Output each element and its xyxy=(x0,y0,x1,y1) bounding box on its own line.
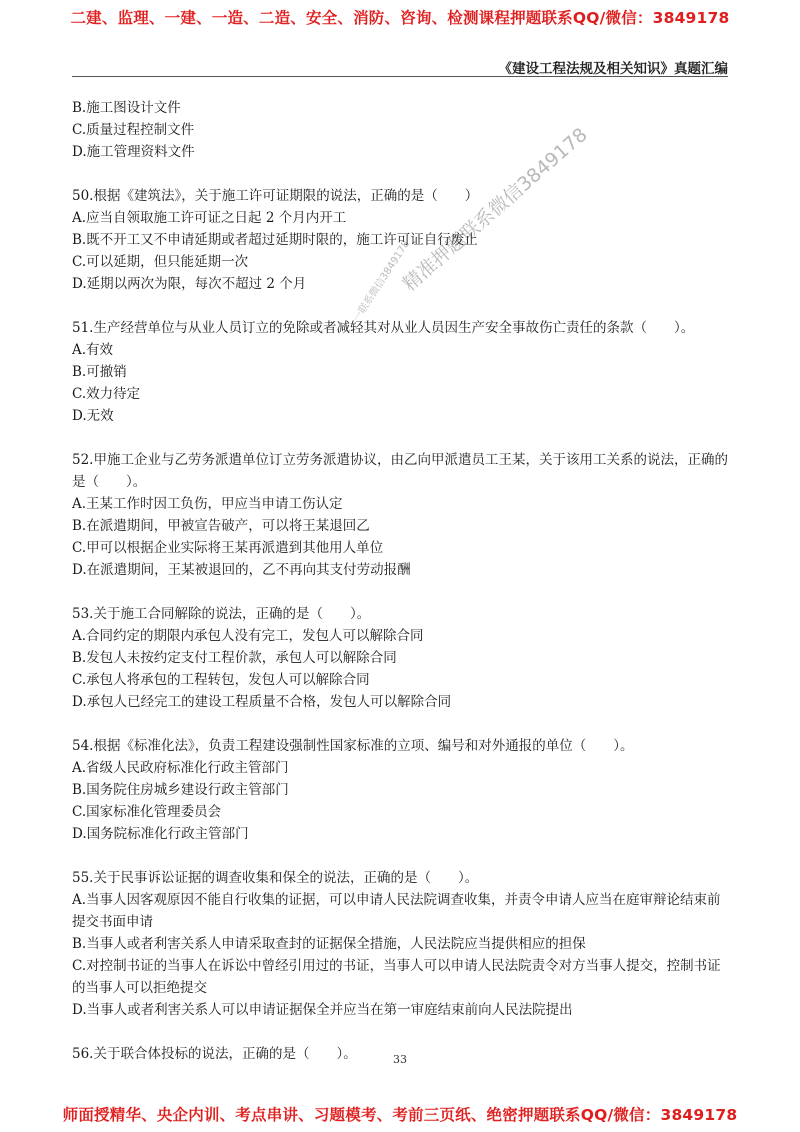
question-54-stem: 54.根据《标准化法》，负责工程建设强制性国家标准的立项、编号和对外通报的单位（ ）。 xyxy=(72,738,634,754)
option-50-c: C.可以延期，但只能延期一次 xyxy=(72,254,249,270)
question-content xyxy=(72,97,732,1065)
document-title: 《建设工程法规及相关知识》真题汇编 xyxy=(498,61,728,77)
question-53-stem: 53.关于施工合同解除的说法，正确的是（ ）。 xyxy=(72,606,371,622)
question-50-stem: 50.根据《建筑法》，关于施工许可证期限的说法，正确的是（ ） xyxy=(72,188,479,204)
option-50-d: D.延期以两次为限，每次不超过 2 个月 xyxy=(72,276,307,292)
option-54-d: D.国务院标准化行政主管部门 xyxy=(72,826,249,842)
header-divider xyxy=(72,76,728,77)
watermark-small: 一联系微信3849178 xyxy=(351,238,413,325)
option-50-a: A.应当自领取施工许可证之日起 2 个月内开工 xyxy=(72,210,347,226)
option-55-d: D.当事人或者利害关系人可以申请证据保全并应当在第一审庭结束前向人民法院提出 xyxy=(72,1002,573,1018)
option-53-b: B.发包人未按约定支付工程价款，承包人可以解除合同 xyxy=(72,650,397,666)
option-49-c: C.质量过程控制文件 xyxy=(72,122,195,138)
option-49-b: B.施工图设计文件 xyxy=(72,100,181,116)
option-52-c: C.甲可以根据企业实际将王某再派遣到其他用人单位 xyxy=(72,540,384,556)
option-54-c: C.国家标准化管理委员会 xyxy=(72,804,222,820)
option-53-d: D.承包人已经完工的建设工程质量不合格，发包人可以解除合同 xyxy=(72,694,452,710)
option-53-c: C.承包人将承包的工程转包，发包人可以解除合同 xyxy=(72,672,370,688)
option-49-d: D.施工管理资料文件 xyxy=(72,144,195,160)
question-55-stem: 55.关于民事诉讼证据的调查收集和保全的说法，正确的是（ ）。 xyxy=(72,870,479,886)
option-55-a: A.当事人因客观原因不能自行收集的证据，可以申请人民法院调查收集，并责令申请人应当在庭审辩论结束前提交书面申请 xyxy=(72,892,721,930)
option-51-c: C.效力待定 xyxy=(72,386,141,402)
option-52-a: A.王某工作时因工负伤，甲应当申请工伤认定 xyxy=(72,496,343,512)
option-54-b: B.国务院住房城乡建设行政主管部门 xyxy=(72,782,289,798)
option-52-d: D.在派遣期间，王某被退回的，乙不再向其支付劳动报酬 xyxy=(72,562,411,578)
option-55-c: C.对控制书证的当事人在诉讼中曾经引用过的书证，当事人可以申请人民法院责令对方当事人提交，控制书证的当事人可以拒绝提交 xyxy=(72,958,721,996)
page-number: 33 xyxy=(393,1053,407,1066)
option-51-a: A.有效 xyxy=(72,342,114,358)
option-51-b: B.可撤销 xyxy=(72,364,127,380)
option-54-a: A.省级人民政府标准化行政主管部门 xyxy=(72,760,289,776)
watermark-large: 精准押题联系微信3849178 xyxy=(398,123,592,296)
option-52-b: B.在派遣期间，甲被宣告破产，可以将王某退回乙 xyxy=(72,518,370,534)
top-promo-banner: 二建、监理、一建、一造、二造、安全、消防、咨询、检测课程押题联系QQ/微信：3849178 xyxy=(70,9,730,27)
question-51-stem: 51.生产经营单位与从业人员订立的免除或者减轻其对从业人员因生产安全事故伤亡责任的条款（ ）。 xyxy=(72,320,695,336)
question-52-stem: 52.甲施工企业与乙劳务派遣单位订立劳务派遣协议，由乙向甲派遣员工王某，关于该用工关系的说法，正确的是（ ）。 xyxy=(72,452,728,490)
bottom-promo-banner: 师面授精华、央企内训、考点串讲、习题模考、考前三页纸、绝密押题联系QQ/微信：3849178 xyxy=(62,1106,738,1124)
option-55-b: B.当事人或者利害关系人申请采取查封的证据保全措施，人民法院应当提供相应的担保 xyxy=(72,936,586,952)
question-56-stem: 56.关于联合体投标的说法，正确的是（ ）。 xyxy=(72,1046,357,1062)
option-53-a: A.合同约定的期限内承包人没有完工，发包人可以解除合同 xyxy=(72,628,424,644)
option-50-b: B.既不开工又不申请延期或者超过延期时限的，施工许可证自行废止 xyxy=(72,232,478,248)
option-51-d: D.无效 xyxy=(72,408,114,424)
